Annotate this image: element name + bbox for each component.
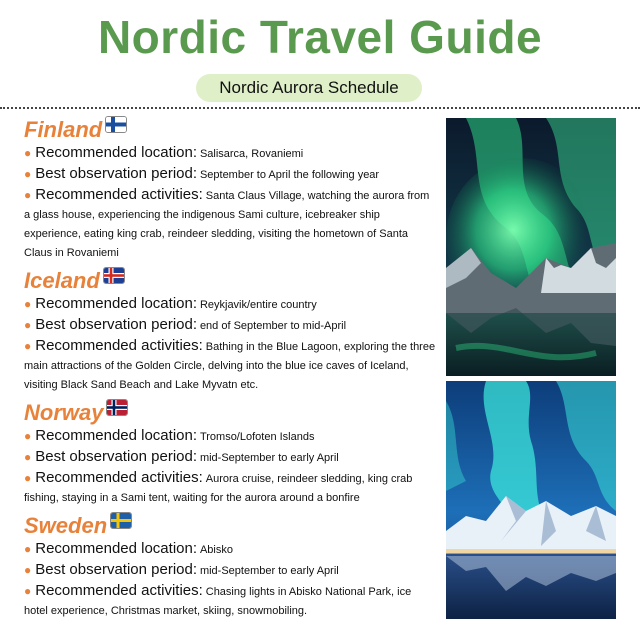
country-name: Finland	[24, 117, 103, 142]
aurora-photo-green	[446, 118, 616, 376]
bullet-icon: ●	[24, 429, 32, 443]
country-name: Sweden	[24, 513, 108, 538]
bullet-icon: ●	[24, 297, 32, 311]
country-heading	[24, 508, 436, 539]
country-heading	[24, 112, 436, 143]
bullet-icon: ●	[24, 471, 32, 485]
location-row: ● Recommended location: Abisko	[24, 540, 233, 557]
finland-flag-icon	[105, 116, 127, 133]
bullet-icon: ●	[24, 146, 32, 160]
bullet-icon: ●	[24, 584, 32, 598]
country-heading	[24, 263, 436, 294]
period-row: ● Best observation period: September to April the following year	[24, 165, 380, 182]
location-row: ● Recommended location: Tromso/Lofoten Islands	[24, 427, 315, 444]
activities-row: ● Recommended activities: Santa Claus Village, watching the aurora from a glass house, experiencing the indigenous Sami culture, icebreaker ship experience, eating king crab, reindeer sledding, visiting the hometown of Santa Claus in Rovaniemi	[24, 186, 430, 259]
activities-row: ● Recommended activities: Bathing in the Blue Lagoon, exploring the three main attractions of the Golden Circle, delving into the blue ice caves of Iceland, visiting Black Sand Beach and Lake Myvatn etc.	[24, 337, 436, 391]
country-heading	[24, 395, 436, 426]
norway-flag-icon	[106, 399, 128, 416]
bullet-icon: ●	[24, 188, 32, 202]
countries-list	[24, 112, 436, 621]
location-row: ● Recommended location: Reykjavik/entire country	[24, 295, 317, 312]
country-section-finland	[24, 112, 436, 263]
country-section-sweden	[24, 508, 436, 621]
iceland-flag-icon	[103, 267, 125, 284]
sweden-flag-icon	[110, 512, 132, 529]
period-row: ● Best observation period: end of September to mid-April	[24, 316, 347, 333]
activities-row: ● Recommended activities: Chasing lights in Abisko National Park, ice hotel experience, Christmas market, skiing, snowmobiling.	[24, 582, 412, 617]
bullet-icon: ●	[24, 339, 32, 353]
bullet-icon: ●	[24, 318, 32, 332]
section-subtitle: Nordic Aurora Schedule	[196, 74, 422, 102]
country-section-norway	[24, 395, 436, 508]
period-row: ● Best observation period: mid-September to early April	[24, 561, 339, 578]
country-name: Iceland	[24, 268, 100, 293]
aurora-photo-cyan	[446, 381, 616, 619]
country-name: Norway	[24, 400, 104, 425]
bullet-icon: ●	[24, 167, 32, 181]
period-row: ● Best observation period: mid-September to early April	[24, 448, 339, 465]
location-row: ● Recommended location: Salisarca, Rovaniemi	[24, 144, 304, 161]
country-section-iceland	[24, 263, 436, 395]
dotted-divider	[0, 107, 640, 109]
bullet-icon: ●	[24, 542, 32, 556]
bullet-icon: ●	[24, 450, 32, 464]
activities-row: ● Recommended activities: Aurora cruise, reindeer sledding, king crab fishing, staying in a Sami tent, waiting for the aurora around a bonfire	[24, 469, 413, 504]
page-title: Nordic Travel Guide	[97, 11, 543, 63]
bullet-icon: ●	[24, 563, 32, 577]
